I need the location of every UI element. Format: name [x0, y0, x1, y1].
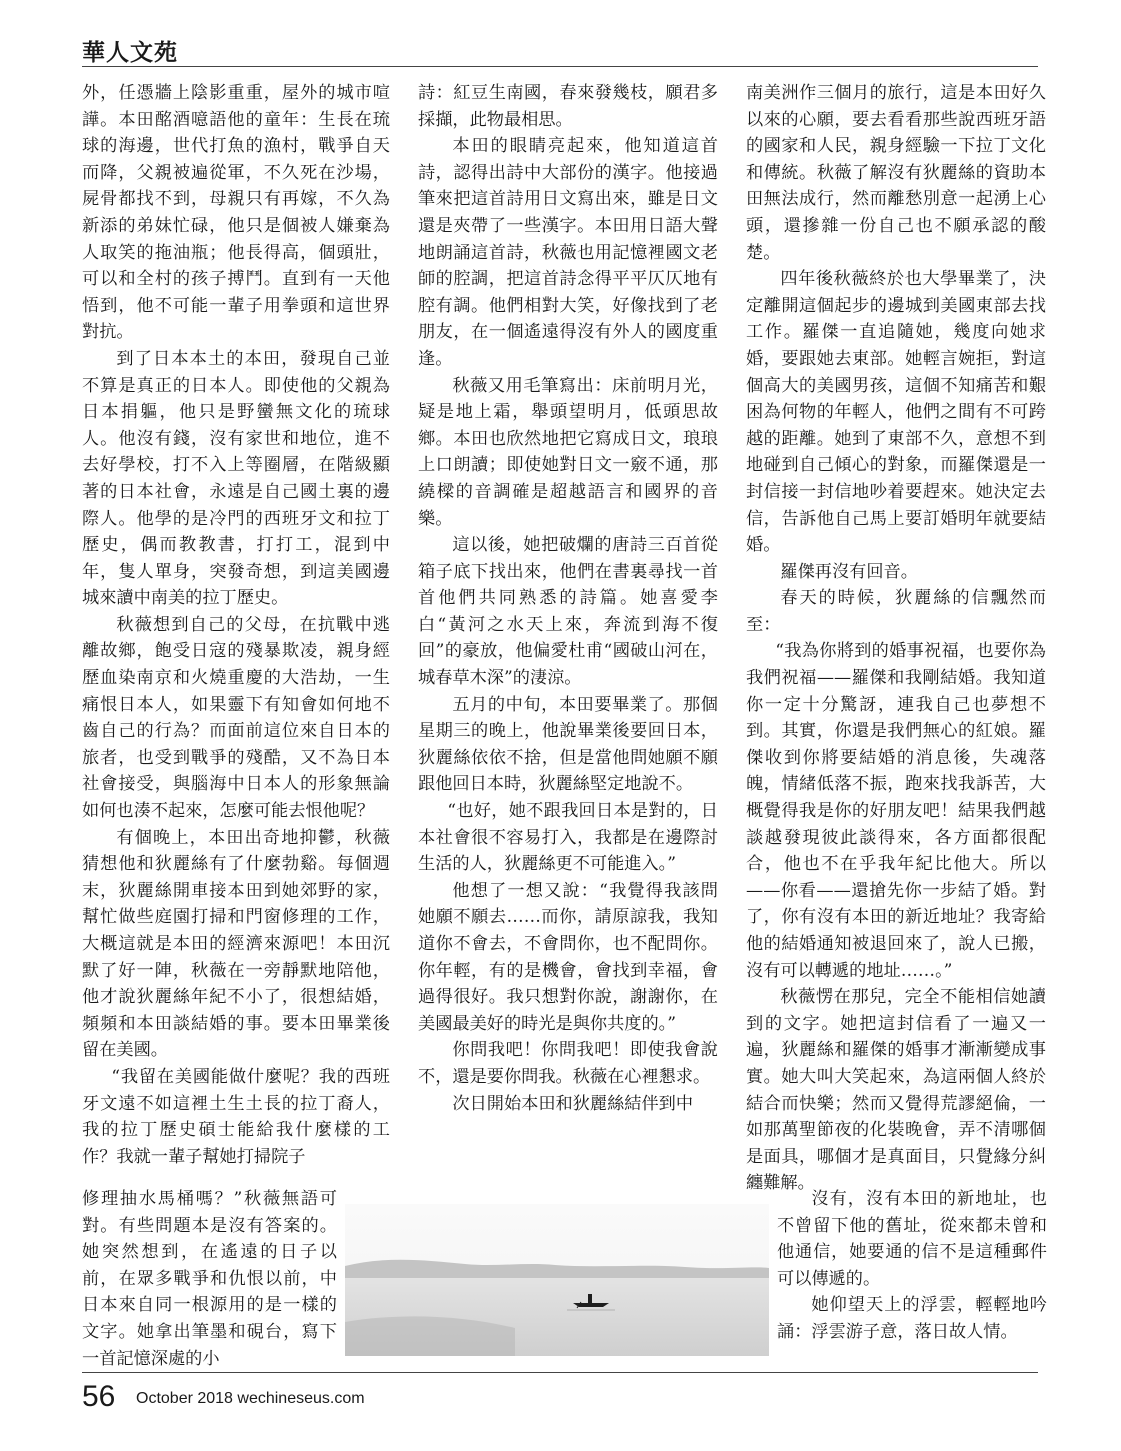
- col3-tail-paragraph-2: 她仰望天上的浮雲，輕輕地吟誦：浮雲游子意，落日故人情。: [777, 1295, 1047, 1342]
- col3-paragraph-2: 四年後秋薇終於也大學畢業了，決定離開這個起步的邊城到美國東部去找工作。羅傑一直追隨她，幾度向她求婚，要跟她去東部。她輕言婉拒，對這個高大的美國男孩，這個不知痛苦和艱困為何物的年輕人，他們之間有不可跨越的距離。她到了東部不久，意想不到地碰到自己傾心的對象，而羅傑還是一封信接一封信地吵着要趕來。她決定去信，告訴他自己馬上要訂婚明年就要結婚。: [746, 269, 1046, 556]
- col1-paragraph-5: “我留在美國能做什麼呢？我的西班牙文遠不如這裡土生土長的拉丁裔人，我的拉丁歷史碩士能給我什麼樣的工作？我就一輩子幫她打掃院子: [82, 1066, 390, 1167]
- col3-tail-paragraph-1: 沒有，沒有本田的新地址，也不曾留下他的舊址，從來都未曾和他通信，她要通的信不是這種郵件可以傳遞的。: [777, 1189, 1047, 1289]
- lake-boat-photo: [345, 1204, 769, 1356]
- col2-paragraph-4: 這以後，她把破爛的唐詩三百首從箱子底下找出來，他們在書裏尋找一首首他們共同熟悉的詩篇。她喜愛李白“黃河之水天上來，奔流到海不復回”的豪放，他偏愛杜甫“國破山河在，城春草木深”的淒涼。: [418, 535, 718, 689]
- page-header: [82, 30, 1038, 70]
- column-2: [418, 80, 718, 1117]
- issue-date-and-site: October 2018 wechineseus.com: [136, 1390, 365, 1407]
- col2-paragraph-8: 你問我吧！你問我吧！即使我會說不，還是要你問我。秋薇在心裡懇求。: [418, 1040, 718, 1087]
- col2-paragraph-6: “也好，她不跟我回日本是對的，日本社會很不容易打入，我都是在邊際討生活的人，狄麗絲更不可能進入。”: [418, 801, 718, 875]
- page-number: 56: [82, 1380, 116, 1413]
- column-1: [82, 80, 390, 1170]
- col1-paragraph-3: 秋薇想到自己的父母，在抗戰中逃離故鄉，飽受日寇的殘暴欺凌，親身經歷血染南京和火燒重慶的大浩劫，一生痛恨日本人，如果靈下有知會如何地不齒自己的行為？而面前這位來自日本的旅者，也受到戰爭的殘酷，又不為日本社會接受，與腦海中日本人的形象無論如何也湊不起來，怎麼可能去恨他呢？: [82, 614, 390, 822]
- col1-paragraph-4: 有個晚上，本田出奇地抑鬱，秋薇猜想他和狄麗絲有了什麼勃谿。每個週末，狄麗絲開車接本田到她郊野的家，幫忙做些庭園打掃和門窗修理的工作，大概這就是本田的經濟來源吧！本田沉默了好一陣，秋薇在一旁靜默地陪他，他才說狄麗絲年紀不小了，很想結婚，頻頻和本田談結婚的事。要本田畢業後留在美國。: [82, 827, 390, 1061]
- col3-paragraph-6: 秋薇愣在那兒，完全不能相信她讀到的文字。她把這封信看了一遍又一遍，狄麗絲和羅傑的婚事才漸漸變成事實。她大叫大笑起來，為這兩個人終於結合而快樂；然而又覺得荒謬絕倫，一如那萬聖節夜的化裝晚會，弄不清哪個是面具，哪個才是真面目，只覺緣分糾纏難解。: [746, 987, 1046, 1194]
- lake-scene-illustration: [345, 1204, 769, 1356]
- header-rule: [82, 66, 1038, 67]
- col3-paragraph-5: “我為你將到的婚事祝福，也要你為我們祝福——羅傑和我剛結婚。我知道你一定十分驚訝，連我自己也夢想不到。其實，你還是我們無心的紅娘。羅傑收到你將要結婚的消息後，失魂落魄，情緒低落不振，跑來找我訴苦，大概覺得我是你的好朋友吧！結果我們越談越發現彼此談得來，各方面都很配合，他也不在乎我年紀比他大。所以——你看——還搶先你一步結了婚。對了，你有沒有本田的新近地址？我寄給他的結婚通知被退回來了，說人已搬，沒有可以轉遞的地址……。”: [746, 641, 1046, 981]
- column-3: [746, 80, 1046, 1197]
- col1-paragraph-1: 外，任憑牆上陰影重重，屋外的城市喧譁。本田酩酒噫語他的童年：生長在琉球的海邊，世代打魚的漁村，戰爭自天而降，父親被遍從軍，不久死在沙場，屍骨都找不到，母親只有再嫁，不久為新添的弟妹忙碌，他只是個被人嫌棄為人取笑的拖油瓶；他長得高，個頭壯，可以和全村的孩子搏鬥。直到有一天他悟到，他不可能一輩子用拳頭和這世界對抗。: [82, 83, 390, 343]
- col3-paragraph-4: 春天的時候，狄麗絲的信飄然而至：: [746, 588, 1046, 635]
- boatman: [588, 1294, 592, 1303]
- footer-rule: [82, 1372, 1038, 1373]
- col2-paragraph-7: 他想了一想又說：“我覺得我該問她願不願去……而你，請原諒我，我知道你不會去，不會問你，也不配問你。你年輕，有的是機會，會找到幸福，會過得很好。我只想對你說，謝謝你，在美國最美好的時光是與你共度的。”: [418, 880, 718, 1034]
- col2-paragraph-9: 次日開始本田和狄麗絲結伴到中: [452, 1093, 694, 1114]
- col3-paragraph-3: 羅傑再沒有回音。: [780, 561, 918, 582]
- col2-paragraph-3: 秋薇又用毛筆寫出：床前明月光，疑是地上霜，舉頭望明月，低頭思故鄉。本田也欣然地把它寫成日文，琅琅上口朗讀；即使她對日文一竅不通，那繞樑的音調確是超越語言和國界的音樂。: [418, 375, 718, 529]
- col3-tail-text: [777, 1186, 1047, 1346]
- page-footer: [82, 1372, 1038, 1416]
- col1-tail-text: 修理抽水馬桶嗎？”秋薇無語可對。有些問題本是沒有答案的。她突然想到，在遙遠的日子以前，在眾多戰爭和仇恨以前，中日本來自同一根源用的是一樣的文字。她拿出筆墨和硯台，寫下一首記憶深處的小: [82, 1189, 337, 1369]
- section-title: 華人文苑: [82, 39, 178, 66]
- col3-paragraph-1: 南美洲作三個月的旅行，這是本田好久以來的心願，要去看看那些說西班牙語的國家和人民，親身經驗一下拉丁文化和傳統。秋薇了解沒有狄麗絲的資助本田無法成行，然而離愁別意一起湧上心頭，還摻雜一份自己也不願承認的酸楚。: [746, 83, 1046, 263]
- col2-paragraph-5: 五月的中旬，本田要畢業了。那個星期三的晚上，他說畢業後要回日本，狄麗絲依依不捨，但是當他問她願不願跟他回日本時，狄麗絲堅定地說不。: [418, 694, 718, 795]
- col2-paragraph-2: 本田的眼睛亮起來，他知道這首詩，認得出詩中大部份的漢字。他接過筆來把這首詩用日文寫出來，雖是日文還是夾帶了一些漢字。本田用日語大聲地朗誦這首詩，秋薇也用記憶裡國文老師的腔調，把這首詩念得平平仄仄地有腔有調。他們相對大笑，好像找到了老朋友，在一個遙遠得沒有外人的國度重逢。: [418, 136, 718, 369]
- col2-paragraph-1: 詩：紅豆生南國，春來發幾枝，願君多採擷，此物最相思。: [418, 83, 718, 130]
- col1-paragraph-2: 到了日本本土的本田，發現自己並不算是真正的日本人。即使他的父親為日本捐軀，他只是野蠻無文化的琉球人。他沒有錢，沒有家世和地位，進不去好學校，打不入上等圈層，在階級顯著的日本社會，永遠是自己國土裏的邊際人。他學的是冷門的西班牙文和拉丁歷史，偶而教教書，打打工，混到中年，隻人單身，突發奇想，到這美國邊城來讀中南美的拉丁歷史。: [82, 348, 390, 609]
